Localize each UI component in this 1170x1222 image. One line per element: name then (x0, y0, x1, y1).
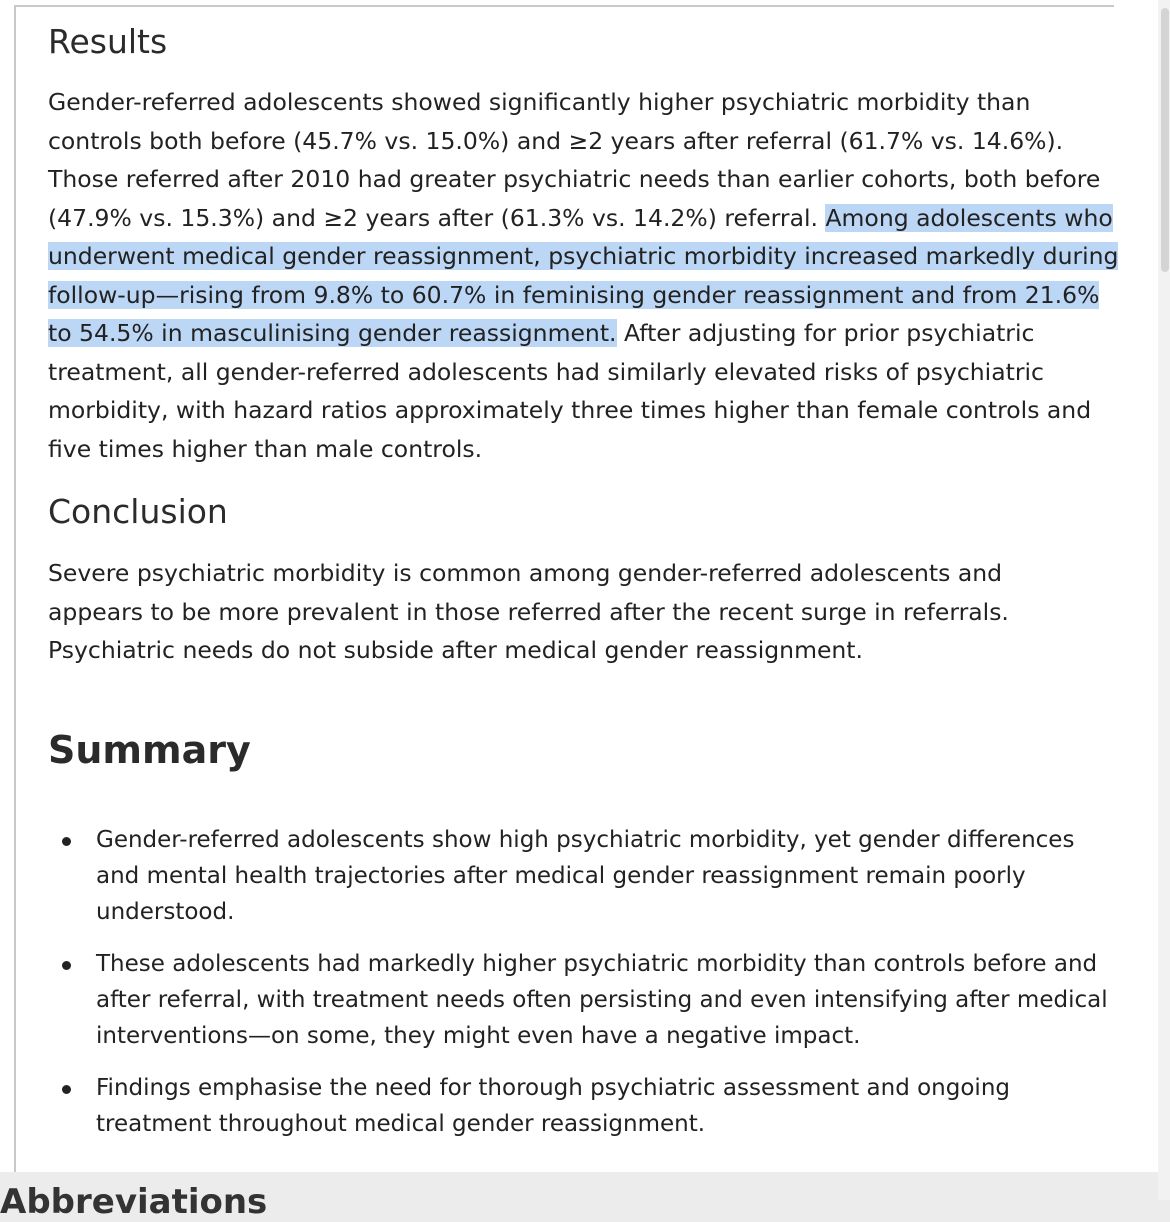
summary-item-text: Findings emphasise the need for thorough psychiatric assessment and ongoing treatment throughout medical gender reassignment. (96, 1075, 1010, 1137)
bullet-icon (62, 961, 71, 970)
bullet-icon (62, 837, 71, 846)
summary-list-item (48, 822, 1110, 930)
summary-list-item (48, 946, 1110, 1054)
top-divider (14, 5, 1114, 7)
summary-list (48, 822, 1110, 1158)
scrollbar[interactable] (1158, 0, 1170, 1200)
abbreviations-heading: Abbreviations (0, 1182, 268, 1222)
conclusion-heading: Conclusion (48, 492, 228, 531)
summary-item-text: Gender-referred adolescents show high psychiatric morbidity, yet gender differences and mental health trajectories after medical gender reassignment remain poorly understood. (96, 827, 1075, 925)
summary-list-item (48, 1070, 1110, 1142)
results-paragraph[interactable] (48, 83, 1130, 468)
summary-item-text: These adolescents had markedly higher psychiatric morbidity than controls before and after referral, with treatment needs often persisting and even intensifying after medical interventions—on some, they might even have a negative impact. (96, 951, 1108, 1049)
conclusion-paragraph: Severe psychiatric morbidity is common among gender-referred adolescents and appears to be more prevalent in those referred after the recent surge in referrals. Psychiatric needs do not subside after medical gender reassignment. (48, 559, 1009, 664)
results-text-after: After adjusting for prior psychiatric treatment, all gender-referred adolescents had similarly elevated risks of psychiatric morbidity, with hazard ratios approximately three times higher than female controls and five times higher than male controls. (48, 319, 1092, 463)
scrollbar-thumb[interactable] (1161, 8, 1169, 272)
results-text-before: Gender-referred adolescents showed significantly higher psychiatric morbidity than controls both before (45.7% vs. 15.0%) and ≥2 years after referral (61.7% vs. 14.6%). Those referred after 2010 had greater psychiatric needs than earlier cohorts, both before (47.9% vs. 15.3%) and ≥2 years after (61.3% vs. 14.2%) referral. (48, 88, 1101, 232)
results-heading: Results (48, 22, 168, 61)
summary-heading: Summary (48, 728, 251, 772)
next-section-strip (0, 1172, 1170, 1222)
selected-text-highlight[interactable]: Among adolescents who underwent medical gender reassignment, psychiatric morbidity increased markedly during follow-up—rising from 9.8% to 60.7% in feminising gender reassignment and from 21.6% to 54.5% in masculinising gender reassignment. (48, 203, 1119, 347)
left-divider (14, 5, 16, 1172)
bullet-icon (62, 1085, 71, 1094)
